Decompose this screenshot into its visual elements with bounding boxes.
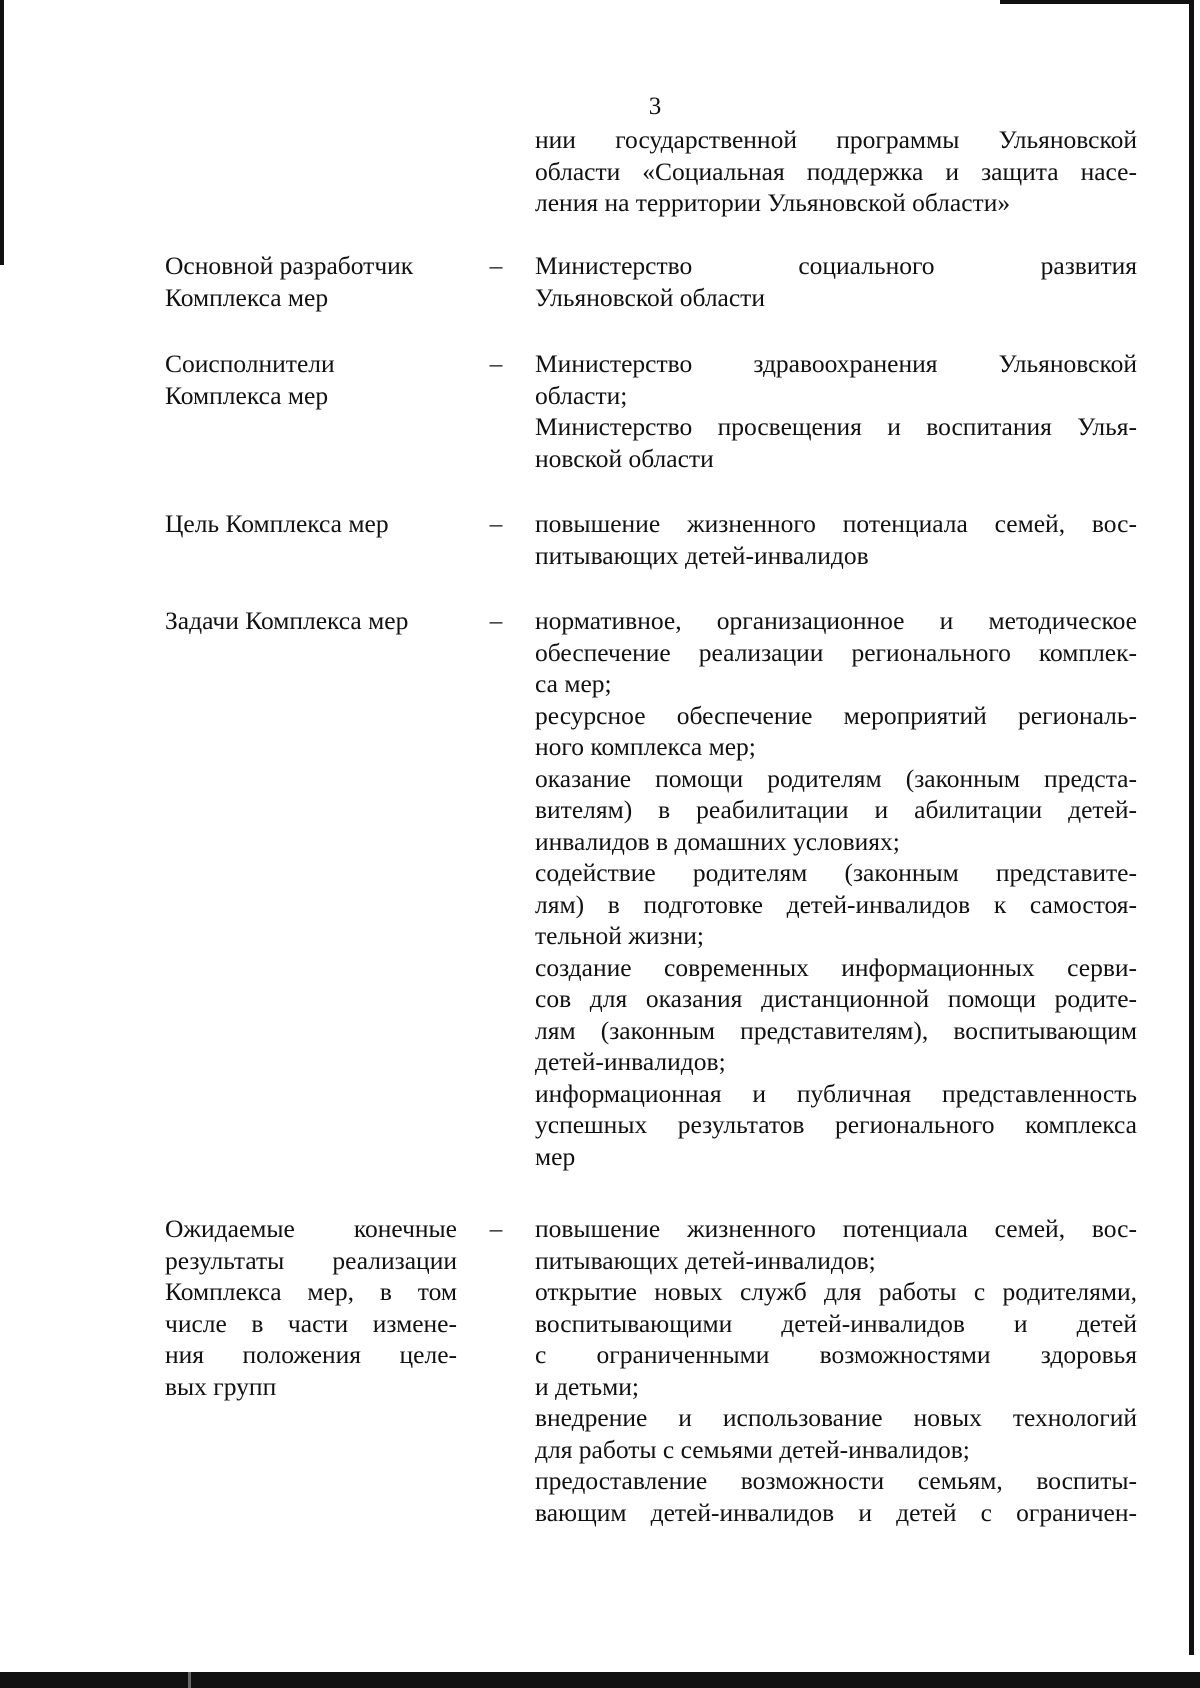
row-dash: –	[489, 1214, 503, 1243]
label-line: Комплекса мер, в том	[165, 1277, 457, 1306]
text-line: ления на территории Ульяновской области»	[535, 188, 1011, 217]
value-line: питывающих детей-инвалидов;	[535, 1245, 876, 1275]
value-line: лям) в подготовке детей-инвалидов к самостоя-	[535, 889, 1137, 919]
value-line: внедрение и использование новых технологий	[535, 1403, 1137, 1432]
value-line: предоставление возможности семьям, воспиты-	[535, 1466, 1137, 1495]
value-line: и детьми;	[535, 1371, 639, 1401]
value-line: мер	[535, 1141, 576, 1171]
value-line: са мер;	[535, 669, 612, 698]
label-line: Цель Комплекса мер	[165, 509, 389, 538]
value-line: детей-инвалидов;	[535, 1047, 726, 1076]
value-line: Министерство здравоохранения Ульяновской	[535, 349, 1137, 378]
value-line: создание современных информационных серви-	[535, 952, 1137, 982]
row-label	[165, 250, 457, 313]
label-line: Комплекса мер	[165, 282, 329, 312]
row-value	[535, 250, 1137, 313]
label-line: результаты реализации	[165, 1245, 457, 1275]
value-line: ного комплекса мер;	[535, 732, 756, 761]
label-line: Основной разработчик	[165, 251, 414, 280]
row-dash: –	[489, 251, 503, 280]
value-line: Ульяновской области	[535, 282, 765, 312]
row-value	[535, 1213, 1137, 1528]
value-line: питывающих детей-инвалидов	[535, 540, 869, 570]
value-line: ресурсное обеспечение мероприятий региональ-	[535, 700, 1137, 730]
scan-border-bottom	[0, 1672, 1200, 1688]
row-label	[165, 508, 457, 540]
label-line: Соисполнители	[165, 349, 335, 378]
value-line: с ограниченными возможностями здоровья	[535, 1340, 1137, 1369]
value-line: Министерство социального развития	[535, 251, 1137, 280]
value-line: повышение жизненного потенциала семей, вос-	[535, 1214, 1137, 1243]
value-line: вающим детей-инвалидов и детей с ограничен-	[535, 1497, 1137, 1527]
scan-border-bottom-gap	[188, 1672, 191, 1688]
text-line: нии государственной программы Ульяновской	[535, 125, 1137, 154]
value-line: оказание помощи родителям (законным предста-	[535, 763, 1137, 793]
label-line: числе в части измене-	[165, 1308, 457, 1338]
value-line: воспитывающими детей-инвалидов и детей	[535, 1308, 1137, 1338]
value-line: лям (законным представителям), воспитывающим	[535, 1015, 1137, 1045]
value-line: для работы с семьями детей-инвалидов;	[535, 1434, 970, 1464]
value-line: области;	[535, 380, 628, 410]
row-label	[165, 1213, 457, 1402]
value-line: инвалидов в домашних условиях;	[535, 826, 900, 856]
value-line: открытие новых служб для работы с родителями,	[535, 1277, 1137, 1306]
value-line: повышение жизненного потенциала семей, вос-	[535, 509, 1137, 538]
label-line: Комплекса мер	[165, 380, 329, 410]
label-line: вых групп	[165, 1371, 277, 1401]
value-line: успешных результатов регионального комплекса	[535, 1110, 1137, 1139]
row-value	[535, 348, 1137, 474]
value-line: сов для оказания дистанционной помощи родите-	[535, 984, 1137, 1013]
value-line: нормативное, организационное и методическое	[535, 606, 1137, 635]
row-value	[535, 605, 1137, 1172]
row-label	[165, 348, 457, 411]
row-dash: –	[489, 509, 503, 538]
label-line: ния положения целе-	[165, 1340, 457, 1369]
row-value	[535, 508, 1137, 571]
label-line: Задачи Комплекса мер	[165, 606, 409, 635]
value-line: тельной жизни;	[535, 921, 704, 950]
value-line: обеспечение реализации регионального комплек-	[535, 637, 1137, 667]
page-number: 3	[648, 93, 662, 120]
scan-border-left	[0, 0, 4, 265]
scan-border-right	[1189, 0, 1194, 1655]
label-line: Ожидаемые конечные	[165, 1214, 457, 1243]
value-line: вителям) в реабилитации и абилитации детей-	[535, 795, 1137, 824]
row-label	[165, 605, 457, 637]
row-dash: –	[489, 606, 503, 635]
value-line: Министерство просвещения и воспитания Улья-	[535, 412, 1137, 441]
text-line: области «Социальная поддержка и защита насе-	[535, 156, 1137, 186]
value-line: содействие родителям (законным представите-	[535, 858, 1137, 887]
value-line: новской области	[535, 443, 714, 473]
row-dash: –	[489, 349, 503, 378]
value-line: информационная и публичная представленность	[535, 1078, 1137, 1108]
continuation-text	[535, 124, 1137, 219]
scan-border-top	[1000, 0, 1190, 4]
